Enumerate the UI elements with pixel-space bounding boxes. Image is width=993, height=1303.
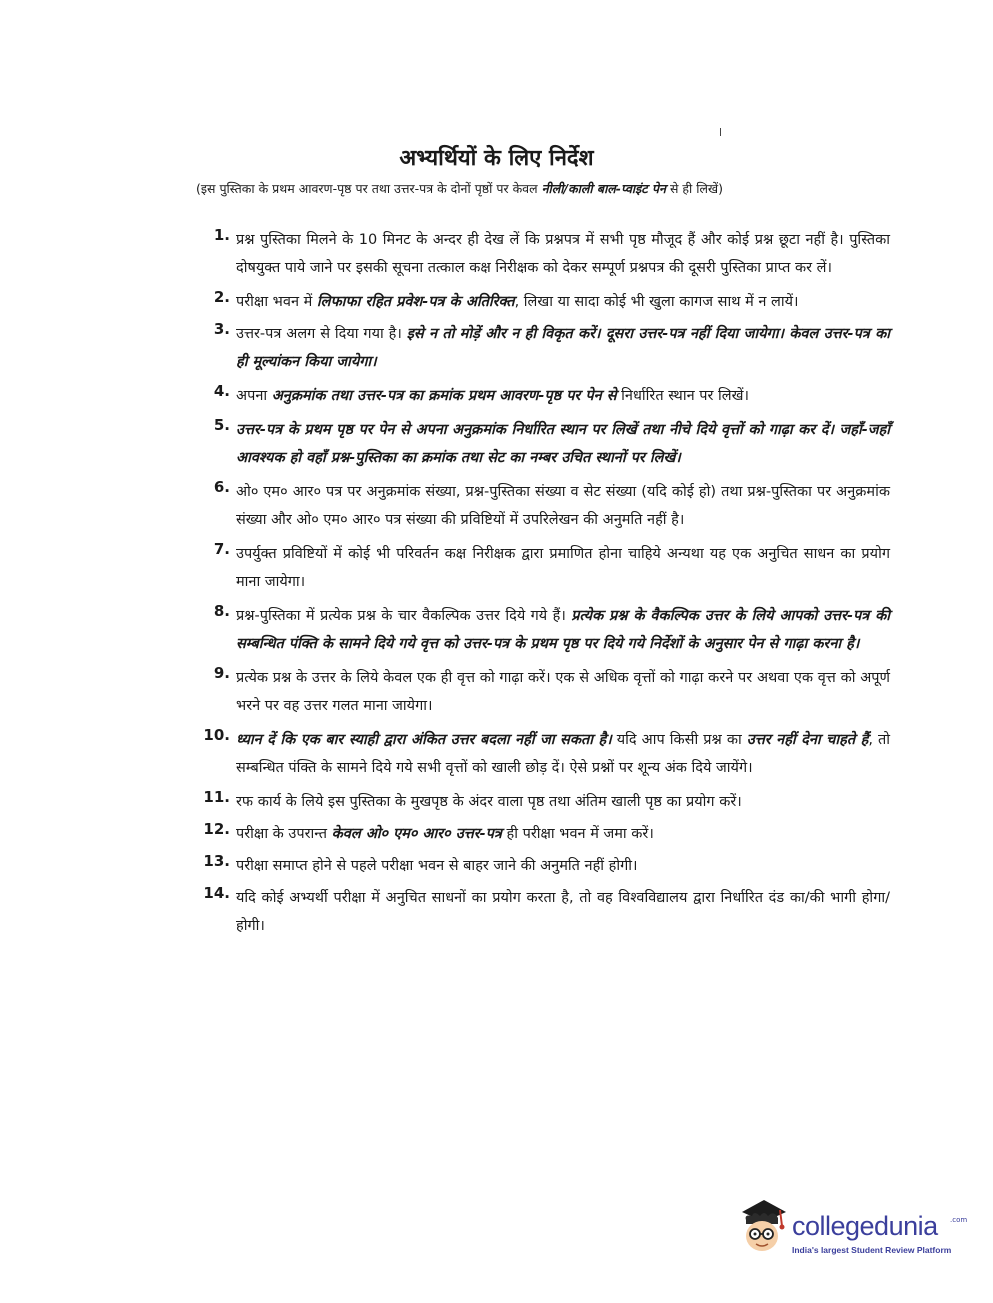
instruction-segment: , तो सम्बन्धित पंक्ति के सामने दिये गये सभी वृत्तों को खाली छोड़ दें। ऐसे प्रश्नों पर शून्य अंक दिये जायेंगे। (236, 732, 890, 776)
instruction-emphasis: ध्यान दें कि एक बार स्याही द्वारा अंकित उत्तर बदला नहीं जा सकता है। (236, 732, 612, 748)
instruction-segment: ओ० एम० आर० पत्र पर अनुक्रमांक संख्या, प्रश्न-पुस्तिका संख्या व सेट संख्या (यदि कोई हो) तथा प्रश्न-पुस्तिका पर अनुक्रमांक संख्या और ओ० एम० आर० पत्र संख्या की प्रविष्टियों में उपरिलेखन की अनुमति नहीं है। (236, 484, 890, 528)
watermark-tagline: India's largest Student Review Platform (792, 1245, 952, 1255)
instruction-segment: यदि आप किसी प्रश्न का (611, 732, 747, 748)
instruction-text (236, 320, 890, 376)
instruction-item (198, 820, 890, 848)
instruction-number: 12. (203, 820, 230, 838)
instruction-item (198, 478, 890, 534)
instruction-number: 10. (203, 726, 230, 744)
instruction-number: 5. (213, 416, 230, 434)
instruction-emphasis: इसे न तो मोड़ें और न ही विकृत करें। दूसरा उत्तर-पत्र नहीं दिया जायेगा। केवल उत्तर-पत्र का ही मूल्यांकन किया जायेगा। (236, 326, 890, 370)
instruction-text (236, 382, 890, 410)
instruction-text (236, 416, 890, 472)
instruction-emphasis: अनुक्रमांक तथा उत्तर-पत्र का क्रमांक प्रथम आवरण-पृष्ठ पर पेन से (271, 388, 617, 404)
collegedunia-watermark (734, 1194, 968, 1264)
instruction-list (198, 226, 890, 940)
instruction-emphasis: उत्तर नहीं देना चाहते हैं (746, 732, 869, 748)
instruction-segment: प्रश्न-पुस्तिका में प्रत्येक प्रश्न के चार वैकल्पिक उत्तर दिये गये हैं। (236, 608, 572, 624)
instruction-segment: प्रत्येक प्रश्न के उत्तर के लिये केवल एक ही वृत्त को गाढ़ा करें। एक से अधिक वृत्तों को गाढ़ा करने पर अथवा एक वृत्त को अपूर्ण भरने पर वह उत्तर गलत माना जायेगा। (236, 670, 890, 714)
instruction-number: 9. (213, 664, 230, 682)
subtitle-after: से ही लिखें) (665, 181, 724, 196)
instruction-emphasis: लिफाफा रहित प्रवेश-पत्र के अतिरिक्त (316, 294, 515, 310)
instruction-segment: उत्तर-पत्र अलग से दिया गया है। (236, 326, 407, 342)
subtitle-emphasis: नीली/काली बाल-प्वाइंट पेन (541, 181, 666, 196)
watermark-suffix: .com (950, 1216, 968, 1224)
instruction-item (198, 382, 890, 410)
instruction-item (198, 664, 890, 720)
instruction-text (236, 288, 890, 316)
instruction-number: 2. (213, 288, 230, 306)
instruction-number: 11. (203, 788, 230, 806)
instruction-item (198, 416, 890, 472)
instruction-emphasis: केवल ओ० एम० आर० उत्तर-पत्र (331, 826, 502, 842)
instruction-text (236, 540, 890, 596)
instruction-text (236, 478, 890, 534)
instruction-segment: परीक्षा समाप्त होने से पहले परीक्षा भवन से बाहर जाने की अनुमति नहीं होगी। (236, 858, 638, 874)
instruction-item (198, 288, 890, 316)
instruction-segment: उपर्युक्त प्रविष्टियों में कोई भी परिवर्तन कक्ष निरीक्षक द्वारा प्रमाणित होना चाहिये अन्यथा यह एक अनुचित साधन का प्रयोग माना जायेगा। (236, 546, 890, 590)
watermark-name: collegedunia (792, 1211, 938, 1241)
instruction-item (198, 320, 890, 376)
instruction-number: 4. (213, 382, 230, 400)
instruction-number: 8. (213, 602, 230, 620)
instruction-item (198, 884, 890, 940)
instruction-item (198, 540, 890, 596)
instruction-text (236, 788, 890, 816)
subtitle-note (196, 180, 886, 197)
instruction-segment: अपना (236, 388, 272, 404)
instruction-segment: निर्धारित स्थान पर लिखें। (616, 388, 749, 404)
instruction-text (236, 226, 890, 282)
instruction-segment: , लिखा या सादा कोई भी खुला कागज साथ में न लायें। (514, 294, 799, 310)
instruction-item (198, 788, 890, 816)
instruction-item (198, 852, 890, 880)
instruction-segment: रफ कार्य के लिये इस पुस्तिका के मुखपृष्ठ के अंदर वाला पृष्ठ तथा अंतिम खाली पृष्ठ का प्रयोग करें। (236, 794, 742, 810)
instruction-number: 3. (213, 320, 230, 338)
instruction-text (236, 664, 890, 720)
subtitle-before: (इस पुस्तिका के प्रथम आवरण-पृष्ठ पर तथा उत्तर-पत्र के दोनों पृष्ठों पर केवल (196, 181, 542, 196)
instruction-emphasis: उत्तर-पत्र के प्रथम पृष्ठ पर पेन से अपना अनुक्रमांक निर्धारित स्थान पर लिखें तथा नीचे दिये वृत्तों को गाढ़ा कर दें। जहाँ-जहाँ आवश्यक हो वहाँ प्रश्न-पुस्तिका का क्रमांक तथा सेट का नम्बर उचित स्थानों पर लिखें। (236, 422, 890, 466)
instruction-segment: प्रश्न पुस्तिका मिलने के 10 मिनट के अन्दर ही देख लें कि प्रश्नपत्र में सभी पृष्ठ मौजूद हैं और कोई प्रश्न छूटा नहीं है। पुस्तिका दोषयुक्त पाये जाने पर इसकी सूचना तत्काल कक्ष निरीक्षक को देकर सम्पूर्ण प्रश्नपत्र की दूसरी पुस्तिका प्राप्त कर लें। (236, 232, 890, 276)
instruction-emphasis: प्रत्येक प्रश्न के वैकल्पिक उत्तर के लिये आपको उत्तर-पत्र की सम्बन्धित पंक्ति के सामने दिये गये वृत्त को उत्तर-पत्र के प्रथम पृष्ठ पर दिये गये निर्देशों के अनुसार पेन से गाढ़ा करना है। (236, 608, 890, 652)
instruction-number: 7. (213, 540, 230, 558)
instruction-item (198, 602, 890, 658)
instruction-segment: परीक्षा भवन में (236, 294, 317, 310)
instruction-number: 1. (213, 226, 230, 244)
instruction-text (236, 726, 890, 782)
instruction-segment: यदि कोई अभ्यर्थी परीक्षा में अनुचित साधनों का प्रयोग करता है, तो वह विश्वविद्यालय द्वारा निर्धारित दंड का/की भागी होगा/होगी। (236, 890, 890, 934)
instruction-item (198, 726, 890, 782)
instruction-number: 13. (203, 852, 230, 870)
instruction-number: 6. (213, 478, 230, 496)
instruction-text (236, 852, 890, 880)
instruction-number: 14. (203, 884, 230, 902)
instruction-segment: परीक्षा के उपरान्त (236, 826, 332, 842)
page-title: अभ्यर्थियों के लिए निर्देश (399, 146, 594, 171)
instruction-item (198, 226, 890, 282)
instruction-text (236, 884, 890, 940)
student-mascot-icon (734, 1194, 794, 1260)
instruction-segment: ही परीक्षा भवन में जमा करें। (501, 826, 654, 842)
instruction-text (236, 602, 890, 658)
instruction-text (236, 820, 890, 848)
scan-mark (720, 128, 721, 136)
